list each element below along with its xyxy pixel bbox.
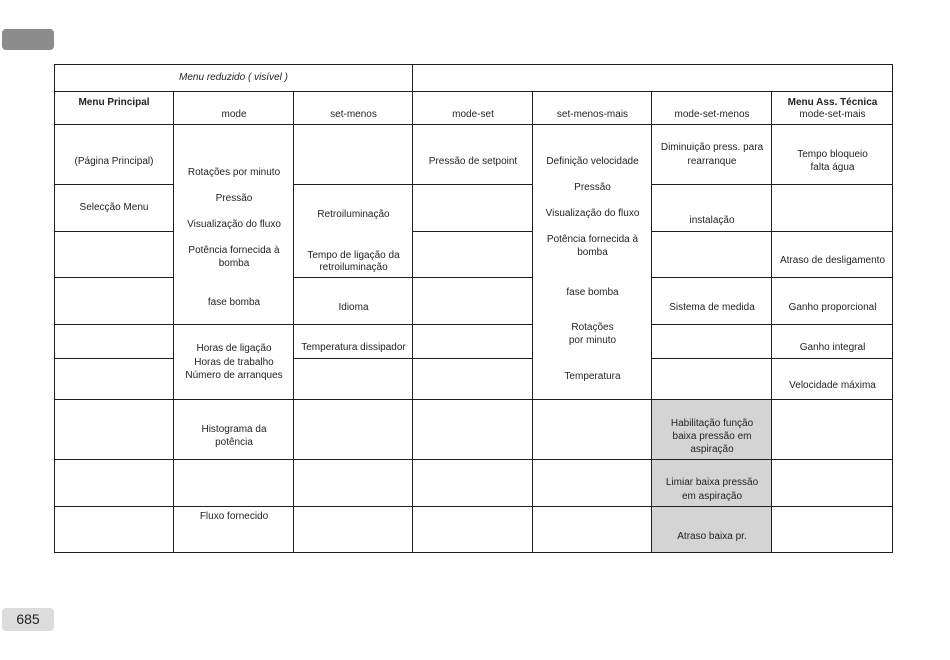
chapter-tab-marker <box>2 29 54 50</box>
msm-installation: instalação <box>689 215 735 226</box>
mode-item-power-1: Potência fornecida à <box>188 245 280 256</box>
column-header-tech-menu: Menu Ass. Técnica <box>787 97 878 108</box>
mode-item-pump-phase: fase bomba <box>207 297 261 308</box>
set-minus-backlight-time-1: Tempo de ligação da <box>307 250 400 261</box>
smm-power-1: Potência fornecida à <box>546 234 639 245</box>
page-number: 685 <box>2 608 54 631</box>
rule <box>651 184 893 185</box>
rule <box>413 231 532 232</box>
column-header-mode-set: mode-set <box>452 109 494 120</box>
column-header-set-minus-plus: set-menos-mais <box>556 109 629 120</box>
mode-item-power-2: bomba <box>218 258 250 269</box>
msm-units: Sistema de medida <box>669 302 755 313</box>
main-menu-home: (Página Principal) <box>74 156 154 167</box>
mode-item-pressure: Pressão <box>215 193 253 204</box>
smm-flow-view: Visualização do fluxo <box>545 208 640 219</box>
rule <box>54 358 174 359</box>
smm-power-2: bomba <box>577 247 608 258</box>
msm-restart-1: Diminuição press. para <box>660 142 764 153</box>
smm-rotations-2: por minuto <box>568 335 617 346</box>
reduced-menu-header: Menu reduzido ( visível ) <box>179 72 288 83</box>
column-header-mode-set-minus: mode-set-menos <box>674 109 750 120</box>
smm-pressure: Pressão <box>574 182 611 193</box>
mode-item-flow-supplied: Fluxo fornecido <box>199 511 269 522</box>
msm-lowpress-threshold-1: Limiar baixa pressão <box>665 477 759 488</box>
rule <box>293 91 294 553</box>
tech-prop-gain: Ganho proporcional <box>788 302 877 313</box>
msm-restart-2: rearranque <box>687 156 737 167</box>
msm-lowpress-delay: Atraso baixa pr. <box>677 531 747 542</box>
tech-off-delay: Atraso de desligamento <box>779 255 886 266</box>
smm-speed-def: Definição velocidade <box>546 156 639 167</box>
rule <box>54 506 893 507</box>
rule <box>54 277 174 278</box>
set-minus-language: Idioma <box>338 302 369 313</box>
smm-pump-phase: fase bomba <box>566 287 619 298</box>
rule <box>651 324 893 325</box>
rule <box>54 552 893 553</box>
column-header-main-menu: Menu Principal <box>78 97 150 108</box>
msm-lowpress-enable-3: aspiração <box>690 444 734 455</box>
mode-item-flow-view: Visualização do fluxo <box>187 219 281 230</box>
tech-dry-block-2: falta água <box>810 162 855 173</box>
column-header-tech-menu-sub: mode-set-mais <box>799 109 866 120</box>
mode-item-hours-on: Horas de ligação <box>196 343 272 354</box>
rule <box>54 231 174 232</box>
mode-item-histogram-2: potência <box>215 437 253 448</box>
mode-item-histogram-1: Histograma da <box>201 424 267 435</box>
rule <box>54 91 893 92</box>
mode-set-setpoint: Pressão de setpoint <box>428 156 518 167</box>
rule <box>54 184 174 185</box>
rule <box>651 358 893 359</box>
mode-item-hours-work: Horas de trabalho <box>194 357 274 368</box>
rule <box>54 459 893 460</box>
menu-structure-table <box>54 64 893 553</box>
smm-rotations-1: Rotações <box>571 322 614 333</box>
tech-max-speed: Velocidade máxima <box>789 380 876 391</box>
msm-lowpress-enable-2: baixa pressão em <box>672 431 752 442</box>
msm-lowpress-threshold-2: em aspiração <box>681 491 743 502</box>
smm-temperature: Temperatura <box>564 371 621 382</box>
rule <box>651 231 893 232</box>
rule <box>651 277 893 278</box>
rule <box>54 124 893 125</box>
mode-item-starts: Número de arranques <box>185 370 283 381</box>
rule <box>54 399 893 400</box>
rule <box>54 64 55 553</box>
rule <box>54 64 893 65</box>
tech-dry-block-1: Tempo bloqueio <box>797 149 868 160</box>
set-minus-heatsink-temp: Temperatura dissipador <box>301 342 406 353</box>
main-menu-selection: Selecção Menu <box>79 202 149 213</box>
mode-item-rpm: Rotações por minuto <box>187 167 281 178</box>
set-minus-backlight: Retroiluminação <box>317 209 390 220</box>
set-minus-backlight-time-2: retroiluminação <box>319 262 388 273</box>
column-header-set-minus: set-menos <box>330 109 377 120</box>
column-header-mode: mode <box>221 109 247 120</box>
tech-int-gain: Ganho integral <box>799 342 866 353</box>
msm-lowpress-enable-1: Habilitação função <box>670 418 754 429</box>
